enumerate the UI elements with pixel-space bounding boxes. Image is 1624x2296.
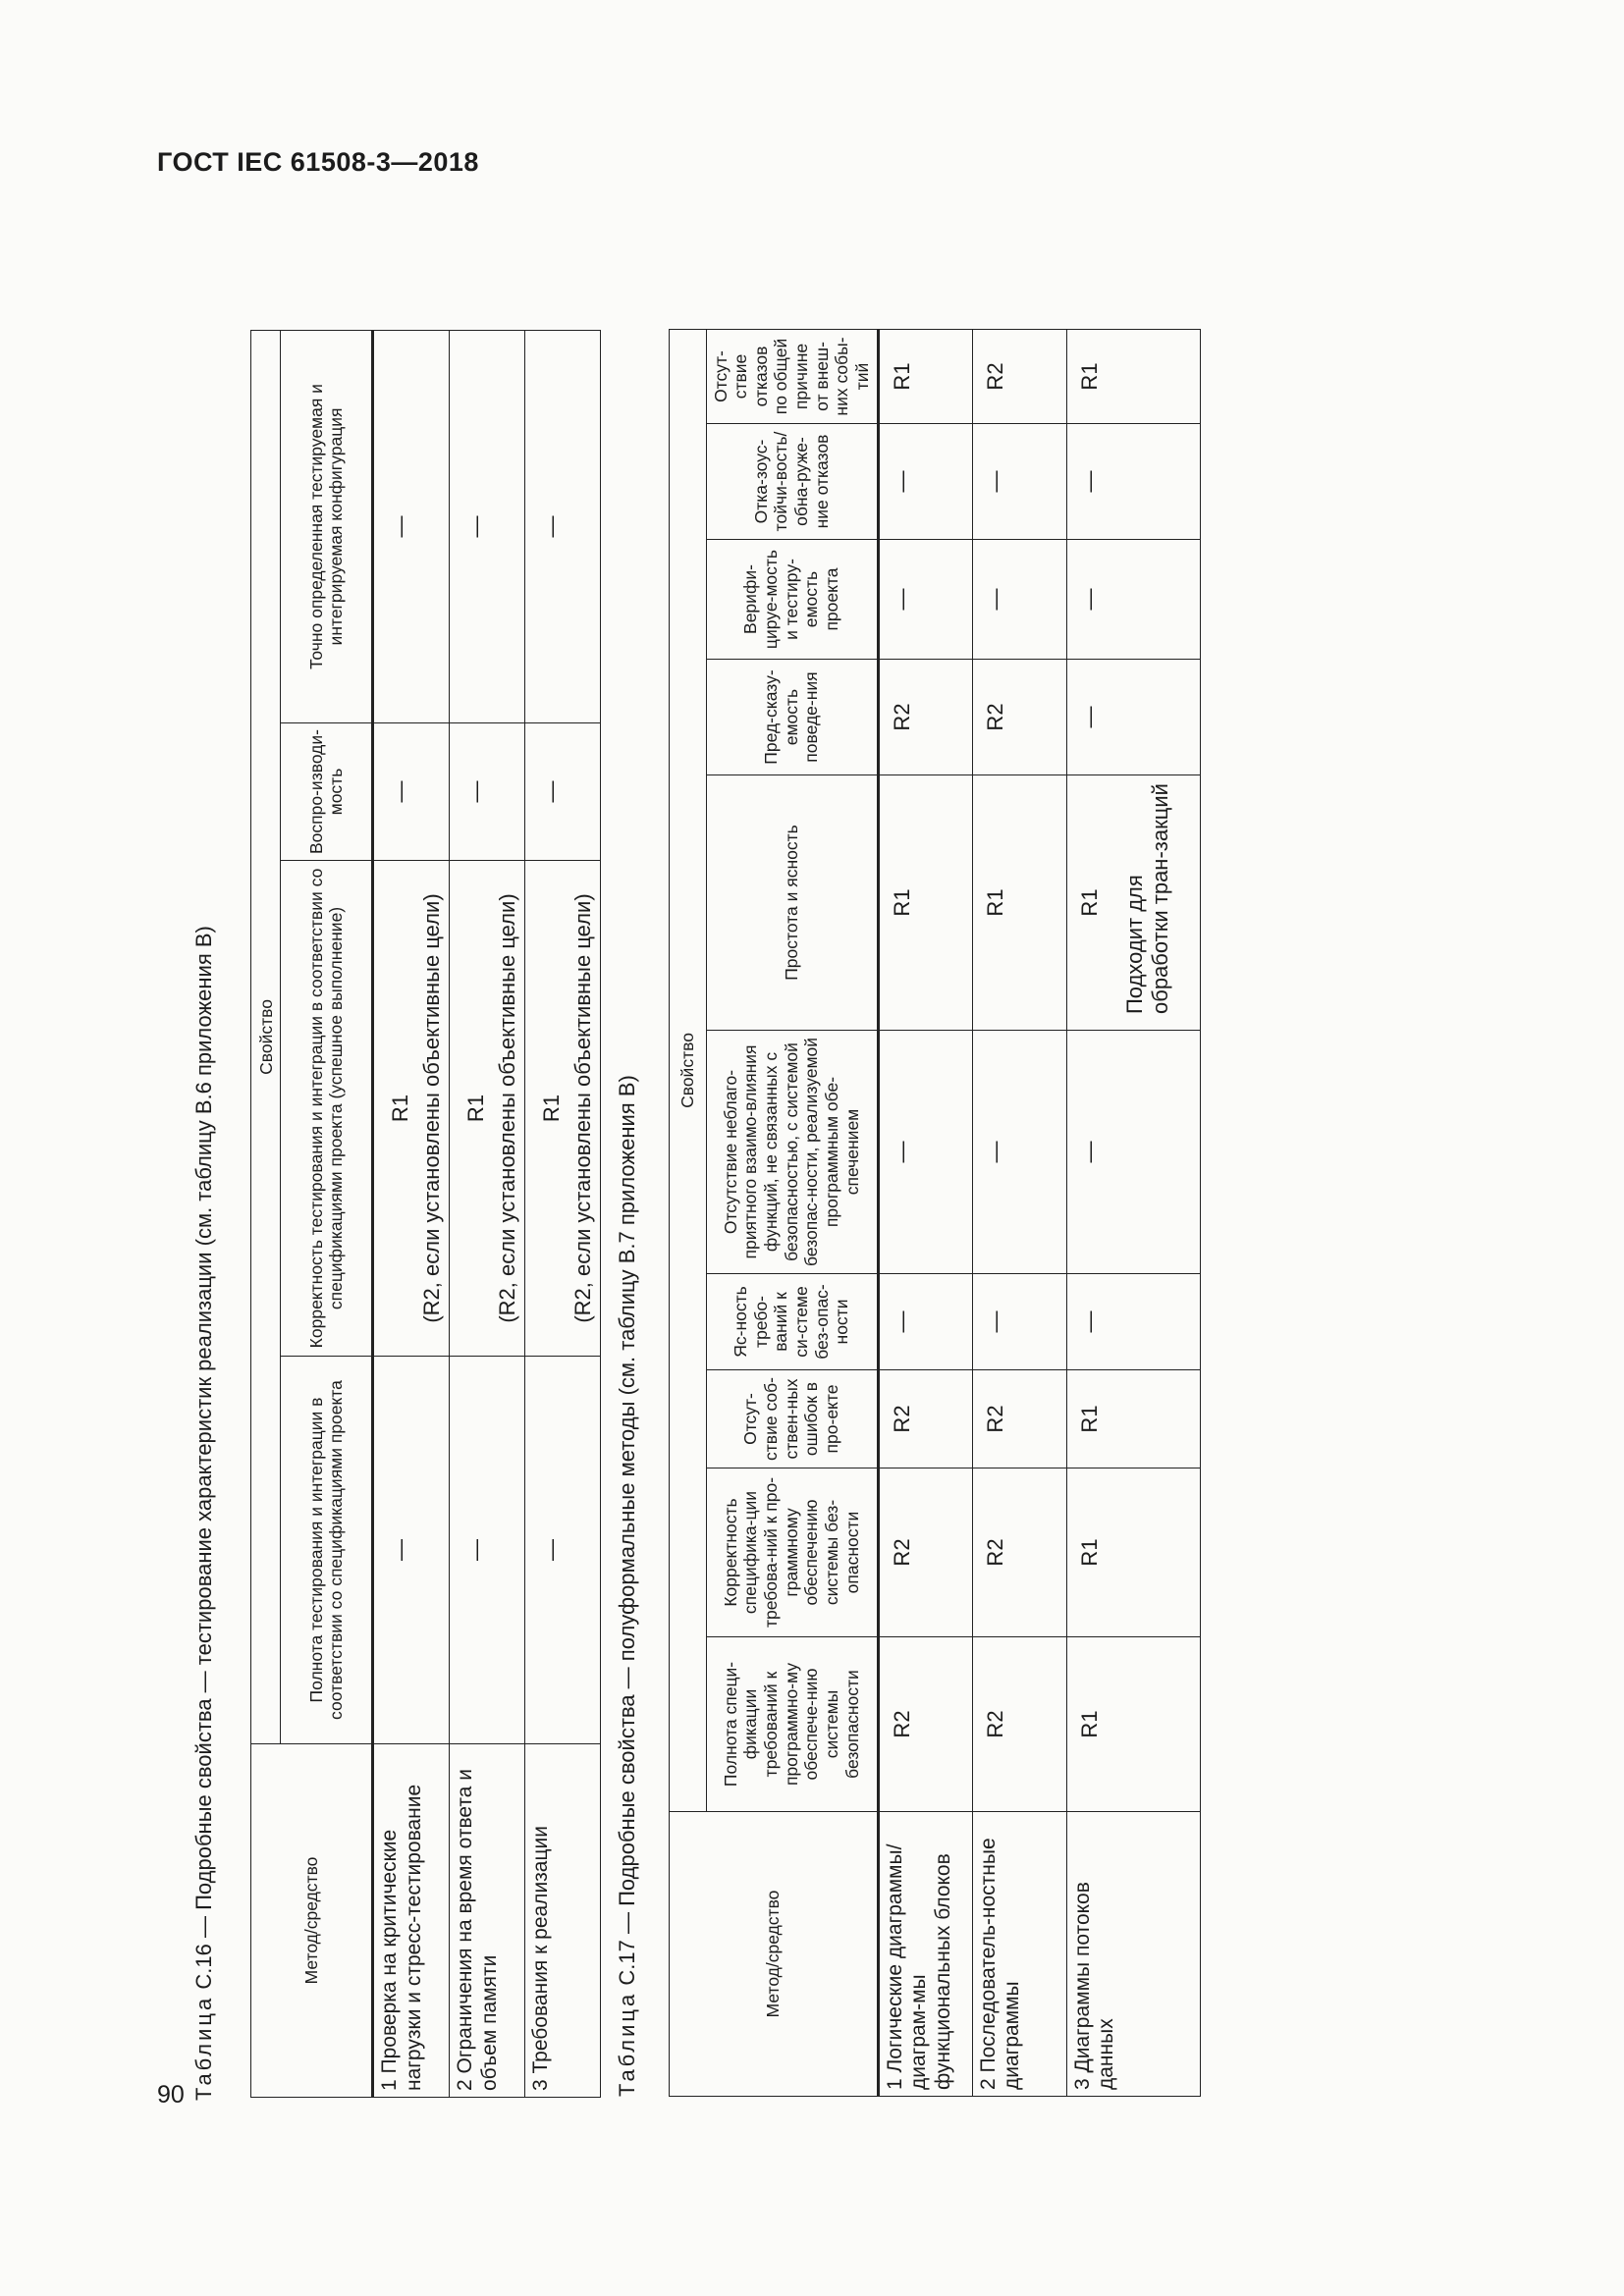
table17	[669, 329, 1201, 2097]
table17-caption	[615, 177, 640, 2097]
table16	[250, 330, 601, 2098]
table16-method-cell: 1 Проверка на критические нагрузки и стресс-тестирование	[373, 1744, 450, 2098]
table17-value-cell: —	[1066, 1031, 1200, 1274]
table-row	[1066, 329, 1200, 2096]
table16-value-cell: —	[450, 330, 525, 722]
table17-column-header: Яс-ность требо-ваний к си-стеме без-опас-ности	[706, 1274, 878, 1370]
table17-value-cell: —	[1066, 660, 1200, 775]
table17-column-header: Отсутствие неблаго-приятного взаимо-влияния функций, не связанных с безопасностью, с системой безопас-ности, реализуемой программным обе-спечением	[706, 1031, 878, 1274]
table16-value-cell: —	[525, 723, 601, 861]
table-row	[373, 330, 450, 2097]
table17-value: R1	[1076, 888, 1102, 917]
table16-value: R1	[388, 1094, 413, 1123]
table17-value-cell: —	[972, 1274, 1066, 1370]
table16-value-cell: —	[525, 330, 601, 722]
table17-method-cell: 2 Последователь-ностные диаграммы	[972, 1812, 1066, 2097]
table17-column-header: Отка-зоус-тойчи-вость/ обна-руже-ние отказов	[706, 424, 878, 540]
table17-value-cell: R2	[972, 1370, 1066, 1468]
table17-value-cell: —	[1066, 1274, 1200, 1370]
table17-value-cell: R2	[878, 1637, 972, 1812]
table17-value-cell: R2	[972, 329, 1066, 423]
table17-value-cell: R2	[972, 1468, 1066, 1637]
table17-value-cell: —	[878, 424, 972, 540]
table17-value-cell: R1	[972, 775, 1066, 1031]
table16-value-cell: —	[373, 723, 450, 861]
table17-value-cell: R1	[1066, 329, 1200, 423]
table17-caption-label: Таблица	[615, 1991, 640, 2097]
table-row	[525, 330, 601, 2097]
table16-note: (R2, если установлены объективные цели)	[495, 893, 520, 1323]
table17-method-cell: 3 Диаграммы потоков данных	[1066, 1812, 1200, 2097]
table16-value-cell	[450, 861, 525, 1357]
table16-caption-label: Таблица	[191, 1995, 216, 2101]
table16-value-cell: —	[450, 1357, 525, 1744]
table16-column-header: Полнота тестирования и интеграции в соответствии со спецификациями проекта	[281, 1357, 373, 1744]
table16-value-cell	[373, 861, 450, 1357]
table17-value-cell: —	[1066, 540, 1200, 660]
table17-value-cell: R1	[1066, 1468, 1200, 1637]
table17-column-header: Отсут-ствие соб-ствен-ных ошибок в про-екте	[706, 1370, 878, 1468]
table17-column-header: Полнота специ-фикации требований к программно-му обеспече-нию системы безопасности	[706, 1637, 878, 1812]
table17-value-cell: R2	[972, 1637, 1066, 1812]
table17-value-cell: R1	[1066, 1637, 1200, 1812]
table16-value-cell: —	[373, 330, 450, 722]
table17-note: Подходит для обработки тран-закций	[1121, 783, 1172, 1014]
table16-column-header: Точно определенная тестируемая и интегрируемая конфигурация	[281, 330, 373, 722]
table16-property-header: Свойство	[251, 330, 281, 1743]
table17-column-header: Отсут-ствие отказов по общей причине от внеш-них собы-тий	[706, 329, 878, 423]
table17-value-cell: —	[878, 1274, 972, 1370]
table16-value-cell: —	[450, 723, 525, 861]
table16-value: R1	[539, 1094, 565, 1123]
table17-value-cell: R2	[878, 1370, 972, 1468]
table17-value-cell: —	[972, 424, 1066, 540]
table17-value-cell: R2	[972, 660, 1066, 775]
table17-method-cell: 1 Логические диаграммы/диаграм-мы функциональных блоков	[878, 1812, 972, 2097]
table16-value: R1	[463, 1094, 489, 1123]
table17-value-cell	[1066, 775, 1200, 1031]
table17-value-cell: R1	[1066, 1370, 1200, 1468]
table17-column-header: Пред-сказу-емость поведе-ния	[706, 660, 878, 775]
table16-method-cell: 3 Требования к реализации	[525, 1744, 601, 2098]
table-row	[450, 330, 525, 2097]
table17-caption-text: С.17 — Подробные свойства — полуформальные методы (см. таблицу В.7 приложения В)	[615, 1075, 640, 1992]
table16-value-cell: —	[373, 1357, 450, 1744]
table16-caption	[191, 177, 217, 2101]
table17-value-cell: —	[878, 1031, 972, 1274]
table17-value-cell: —	[972, 1031, 1066, 1274]
table17-property-header: Свойство	[669, 329, 706, 1811]
table16-column-header: Воспро-изводи-мость	[281, 723, 373, 861]
table17-value-cell: —	[972, 540, 1066, 660]
table17-value-cell: R1	[878, 775, 972, 1031]
table16-note: (R2, если установлены объективные цели)	[570, 893, 596, 1323]
table17-value-cell: R2	[878, 660, 972, 775]
table17-value-cell: —	[878, 540, 972, 660]
table16-method-cell: 2 Ограничения на время ответа и объем памяти	[450, 1744, 525, 2098]
table-row	[972, 329, 1066, 2096]
table17-value-cell: R1	[878, 329, 972, 423]
table16-method-header: Метод/средство	[251, 1744, 373, 2098]
table17-method-header: Метод/средство	[669, 1812, 878, 2097]
table16-column-header: Корректность тестирования и интеграции в соответствии со спецификациями проекта (успешное выполнение)	[281, 861, 373, 1357]
table16-value-cell	[525, 861, 601, 1357]
table-row	[878, 329, 972, 2096]
table16-value-cell: —	[525, 1357, 601, 1744]
table17-column-header: Простота и ясность	[706, 775, 878, 1031]
table16-caption-text: С.16 — Подробные свойства — тестирование характеристик реализации (см. таблицу В.6 приложения В)	[191, 926, 216, 1996]
table17-value-cell: R2	[878, 1468, 972, 1637]
table16-note: (R2, если установлены объективные цели)	[419, 893, 445, 1323]
rotated-page-content	[191, 177, 1370, 2101]
table17-value-cell: —	[1066, 424, 1200, 540]
table17-column-header: Верифи-цируе-мость и тестиру-емость проекта	[706, 540, 878, 660]
page-number: 90	[157, 2081, 185, 2109]
table17-column-header: Корректность специфика-ции требова-ний к про-граммному обеспечению системы без-опасности	[706, 1468, 878, 1637]
document-header: ГОСТ IEC 61508-3—2018	[157, 147, 479, 177]
